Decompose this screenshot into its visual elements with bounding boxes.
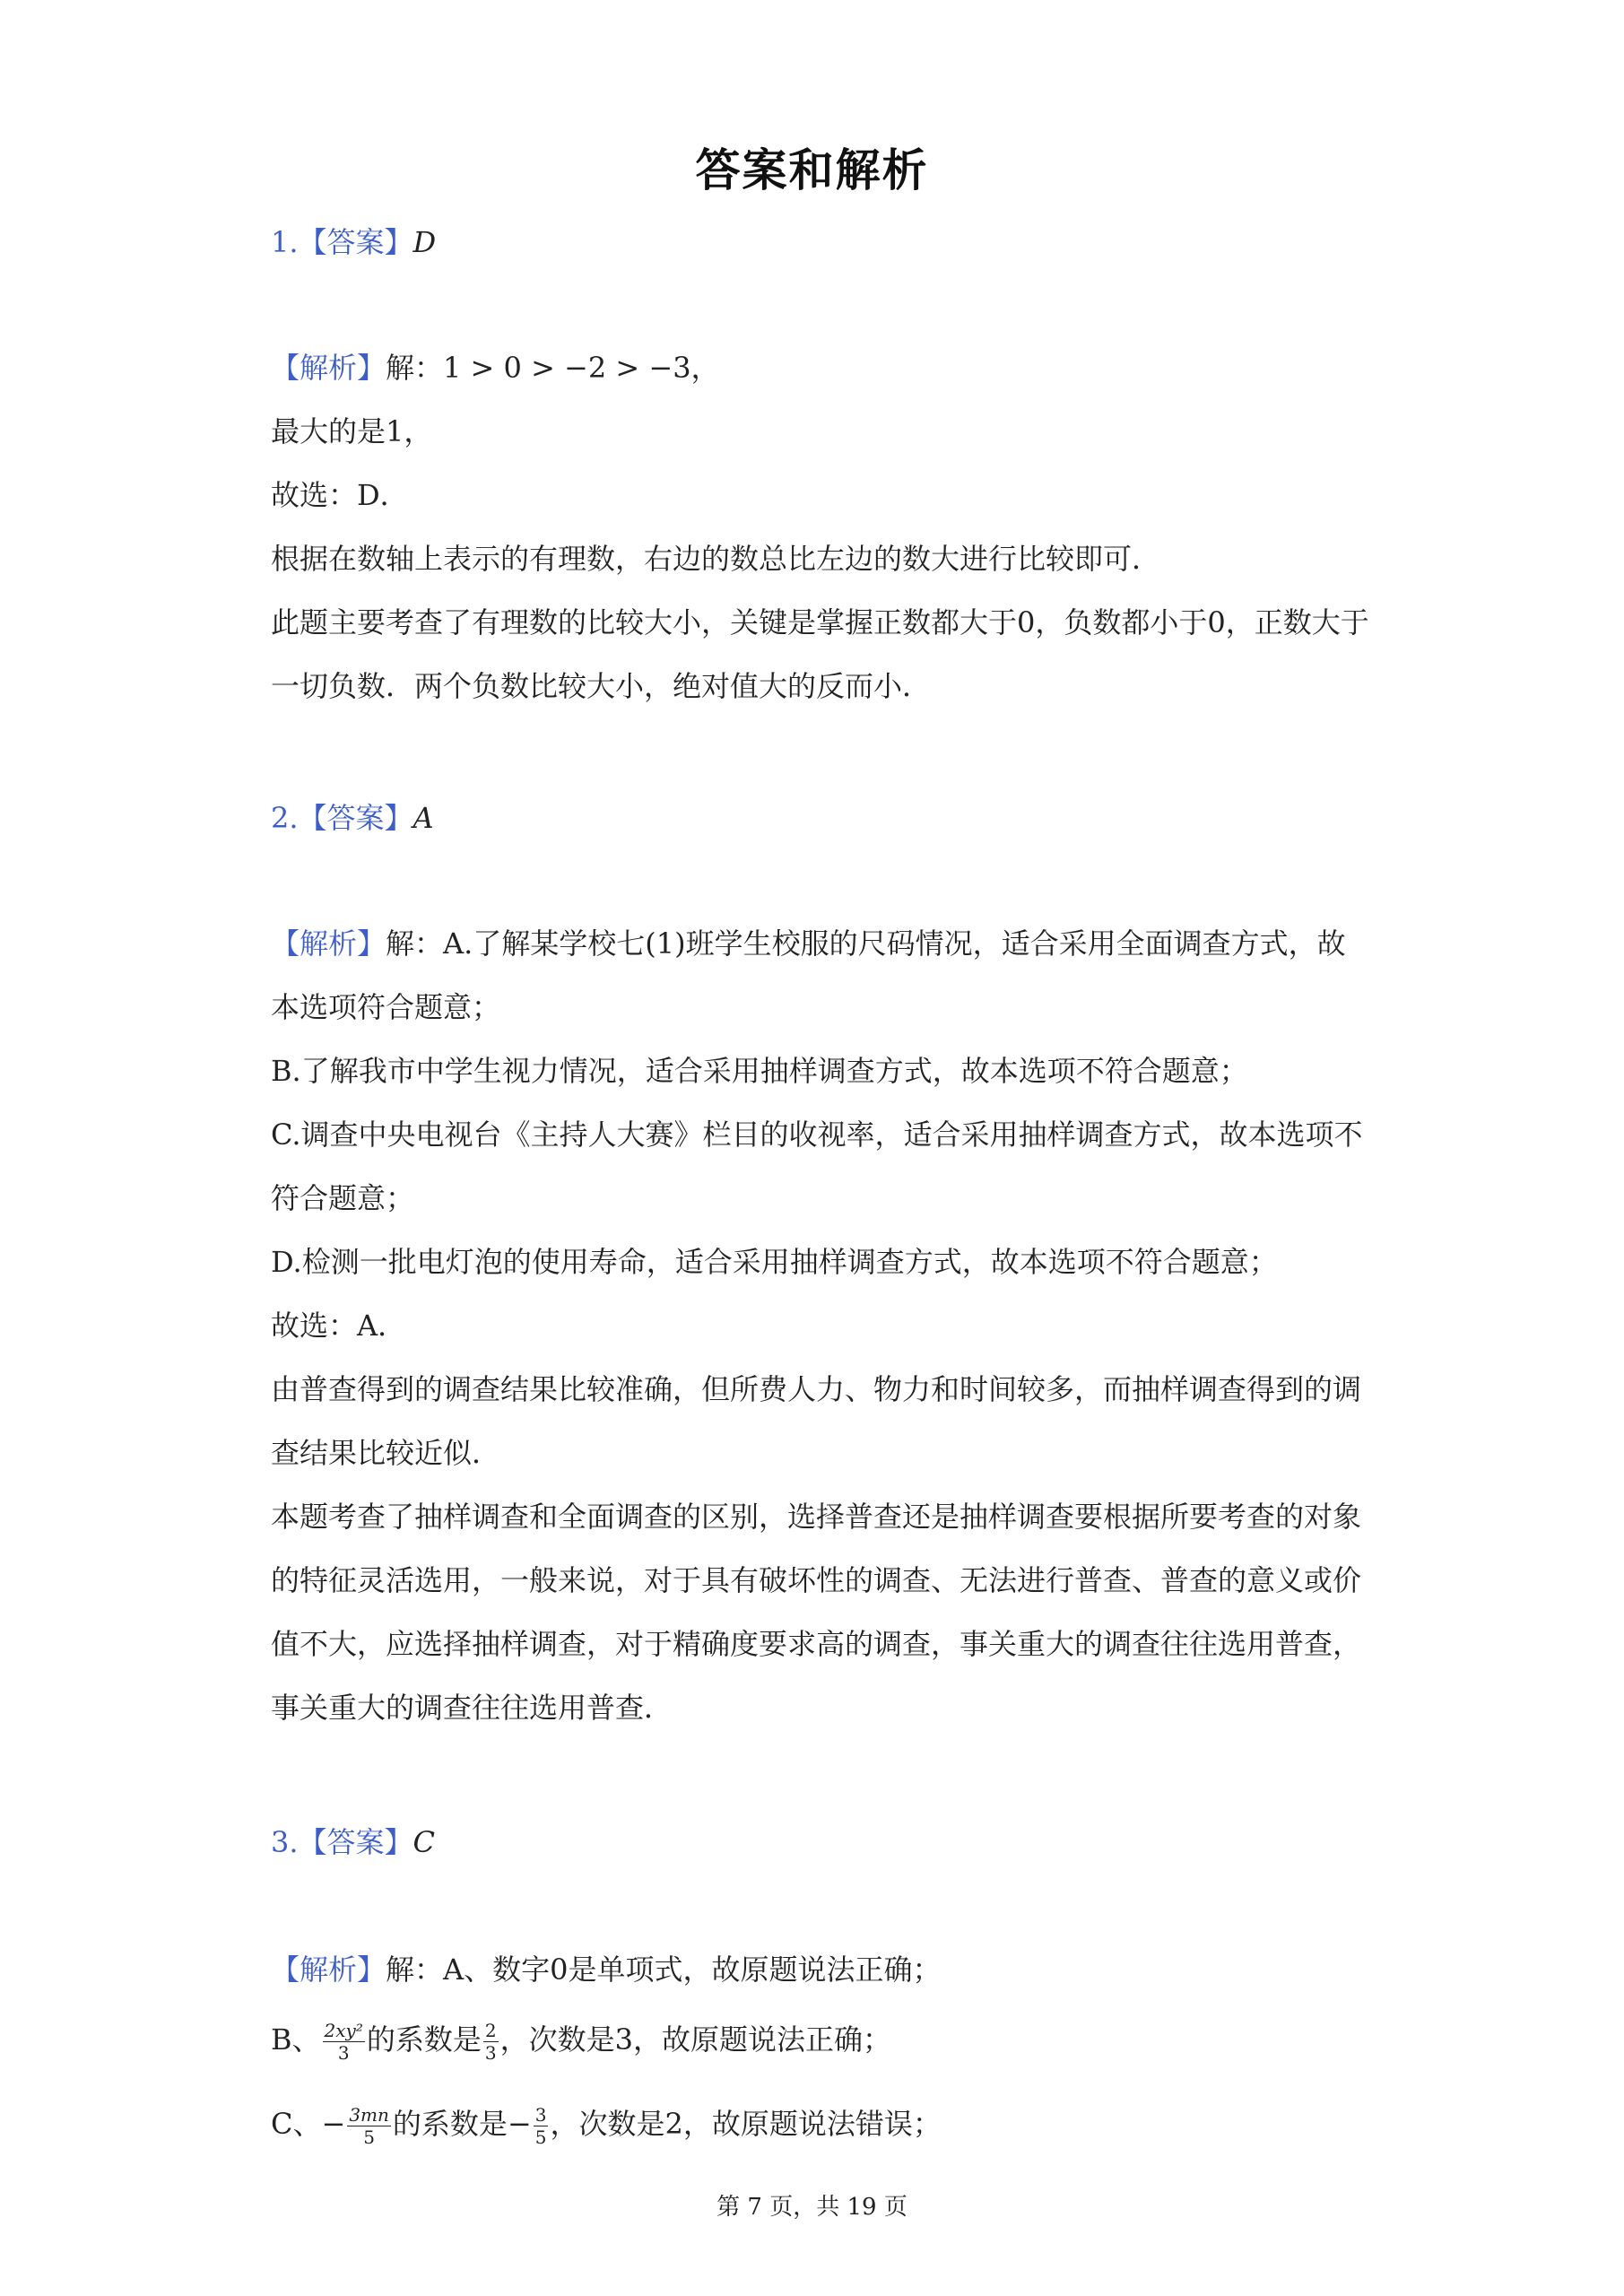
q3-b-frac-denominator: 3 xyxy=(337,2042,350,2064)
q3-analysis-tag: 【解析】 xyxy=(271,1952,386,1987)
q2-answer-line xyxy=(271,796,1360,839)
q1-analysis-line-6: 一切负数．两个负数比较大小，绝对值大的反而小． xyxy=(271,669,932,703)
q3-c-frac-denominator: 5 xyxy=(363,2126,375,2148)
q2-analysis-line-6: D.检测一批电灯泡的使用寿命，适合采用抽样调查方式，故本选项不符合题意； xyxy=(271,1245,1278,1279)
q2-analysis-line-2: 本选项符合题意； xyxy=(271,990,501,1024)
q2-analysis-line-4: C.调查中央电视台《主持人大赛》栏目的收视率，适合采用抽样调查方式，故本选项不 xyxy=(271,1118,1363,1152)
q3-line: 解：A、数字0是单项式，故原题说法正确； xyxy=(386,1952,942,1987)
q2-analysis-line-11: 的特征灵活选用，一般来说，对于具有破坏性的调查、无法进行普查、普查的意义或价 xyxy=(271,1563,1362,1597)
q3-c-coef-numerator: 3 xyxy=(534,2104,547,2126)
q3-c-coef-denominator: 5 xyxy=(534,2126,547,2148)
q2-analysis-line-1 xyxy=(271,922,1360,965)
q3-b-suffix: ，次数是3，故原题说法正确； xyxy=(499,2022,891,2057)
q1-analysis-line-3: 故选：D． xyxy=(271,478,409,512)
q2-analysis-line-12: 值不大，应选择抽样调查，对于精确度要求高的调查，事关重大的调查往往选用普查， xyxy=(271,1627,1362,1661)
q3-b-monomial-fraction xyxy=(323,2020,365,2064)
q3-analysis-line-b xyxy=(271,2018,1360,2064)
q2-analysis-line-9: 查结果比较近似． xyxy=(271,1436,501,1470)
q1-line: 解：1 > 0 > −2 > −3， xyxy=(386,351,720,385)
q2-answer-letter: A xyxy=(413,801,434,835)
q1-analysis-tag: 【解析】 xyxy=(271,351,386,385)
q3-answer-letter: C xyxy=(413,1825,436,1859)
q2-answer-head: 2.【答案】 xyxy=(271,801,413,835)
q3-answer-head: 3.【答案】 xyxy=(271,1825,413,1859)
q2-analysis-tag: 【解析】 xyxy=(271,926,386,961)
q2-analysis-line-8: 由普查得到的调查结果比较准确，但所费人力、物力和时间较多，而抽样调查得到的调 xyxy=(271,1372,1362,1406)
q3-b-coef-numerator: 2 xyxy=(484,2020,497,2041)
q3-analysis-line-1 xyxy=(271,1948,1360,1991)
q1-analysis-line-1 xyxy=(271,346,1360,389)
q2-analysis-line-7: 故选：A． xyxy=(271,1309,407,1343)
q3-answer-line xyxy=(271,1821,1360,1864)
q2-analysis-line-3: B.了解我市中学生视力情况，适合采用抽样调查方式，故本选项不符合题意； xyxy=(271,1054,1248,1088)
q1-analysis-line-5: 此题主要考查了有理数的比较大小，关键是掌握正数都大于0，负数都小于0，正数大于 xyxy=(271,605,1369,639)
q3-c-prefix: C、− xyxy=(271,2107,346,2141)
q3-b-prefix: B、 xyxy=(271,2022,321,2057)
page-title: 答案和解析 xyxy=(695,144,929,196)
q1-answer-letter: D xyxy=(413,225,437,259)
q2-line: 解：A.了解某学校七(1)班学生校服的尺码情况，适合采用全面调查方式，故 xyxy=(386,926,1346,961)
q2-analysis-line-5: 符合题意； xyxy=(271,1181,415,1215)
q3-c-mid: 的系数是− xyxy=(392,2107,532,2141)
q3-b-frac-numerator: 2xy² xyxy=(324,2020,363,2041)
q1-analysis-line-4: 根据在数轴上表示的有理数，右边的数总比左边的数大进行比较即可． xyxy=(271,542,1161,576)
q3-b-mid: 的系数是 xyxy=(366,2022,482,2057)
q2-analysis-line-13: 事关重大的调查往往选用普查． xyxy=(271,1691,673,1725)
q1-analysis-line-2: 最大的是1， xyxy=(271,414,433,448)
q2-analysis-line-10: 本题考查了抽样调查和全面调查的区别，选择普查还是抽样调查要根据所要考查的对象 xyxy=(271,1500,1362,1534)
page-footer: 第 7 页，共 19 页 xyxy=(716,2194,908,2221)
q3-analysis-line-c xyxy=(271,2102,1360,2148)
q3-c-suffix: ，次数是2，故原题说法错误； xyxy=(550,2107,942,2141)
q1-answer-line xyxy=(271,221,1360,264)
q3-b-coef-denominator: 3 xyxy=(484,2042,497,2064)
q1-answer-head: 1.【答案】 xyxy=(271,225,413,259)
q3-c-monomial-fraction xyxy=(347,2104,391,2148)
q3-c-frac-numerator: 3mn xyxy=(349,2104,389,2126)
q3-b-coefficient-fraction xyxy=(483,2020,499,2064)
q3-c-coefficient-fraction xyxy=(534,2104,549,2148)
